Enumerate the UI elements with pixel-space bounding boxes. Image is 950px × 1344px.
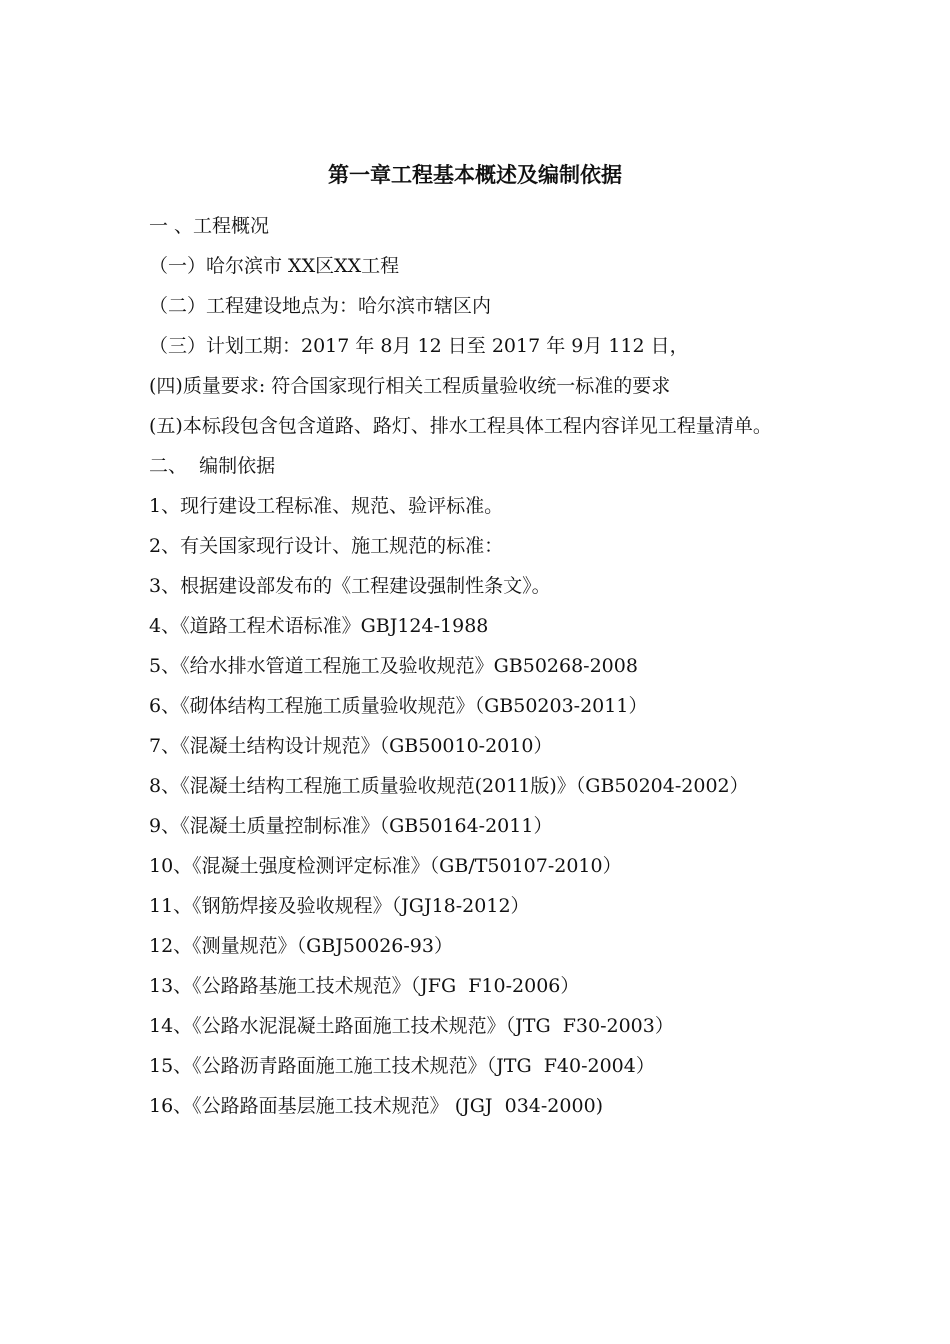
basis-item: 16、《公路路面基层施工技术规范》 (JGJ 034-2000) [149,1095,604,1117]
overview-item-1: （一）哈尔滨市 XX区XX工程 [149,255,400,277]
basis-item: 7、《混凝土结构设计规范》（GB50010-2010） [149,735,553,757]
basis-item: 4、《道路工程术语标准》GBJ124-1988 [149,615,489,637]
overview-item-4: (四)质量要求: 符合国家现行相关工程质量验收统一标准的要求 [149,375,671,397]
overview-item-5: (五)本标段包含包含道路、路灯、排水工程具体工程内容详见工程量清单。 [149,415,772,437]
basis-item: 13、《公路路基施工技术规范》（JFG F10-2006） [149,975,580,997]
basis-item: 5、《给水排水管道工程施工及验收规范》GB50268-2008 [149,655,638,677]
document-body [116,206,828,1126]
basis-item: 8、《混凝土结构工程施工质量验收规范(2011版)》（GB50204-2002） [149,775,749,797]
section-heading-overview: 一 、工程概况 [149,215,270,237]
basis-item: 3、根据建设部发布的《工程建设强制性条文》。 [149,575,551,597]
basis-item: 15、《公路沥青路面施工施工技术规范》（JTG F40-2004） [149,1055,655,1077]
basis-item: 1、现行建设工程标准、规范、验评标准。 [149,495,504,517]
basis-item: 14、《公路水泥混凝土路面施工技术规范》（JTG F30-2003） [149,1015,674,1037]
basis-item: 9、《混凝土质量控制标准》（GB50164-2011） [149,815,553,837]
section-heading-basis: 二、 编制依据 [149,455,276,477]
overview-item-2: （二）工程建设地点为：哈尔滨市辖区内 [149,295,492,317]
basis-item: 11、《钢筋焊接及验收规程》（JGJ18-2012） [149,895,530,917]
chapter-title: 第一章工程基本概述及编制依据 [328,163,622,187]
basis-item: 10、《混凝土强度检测评定标准》（GB/T50107-2010） [149,855,622,877]
basis-item: 6、《砌体结构工程施工质量验收规范》（GB50203-2011） [149,695,648,717]
overview-item-3: （三）计划工期：2017 年 8月 12 日至 2017 年 9月 112 日， [149,335,689,357]
basis-item: 12、《测量规范》（GBJ50026-93） [149,935,453,957]
basis-item: 2、有关国家现行设计、施工规范的标准： [149,535,504,557]
